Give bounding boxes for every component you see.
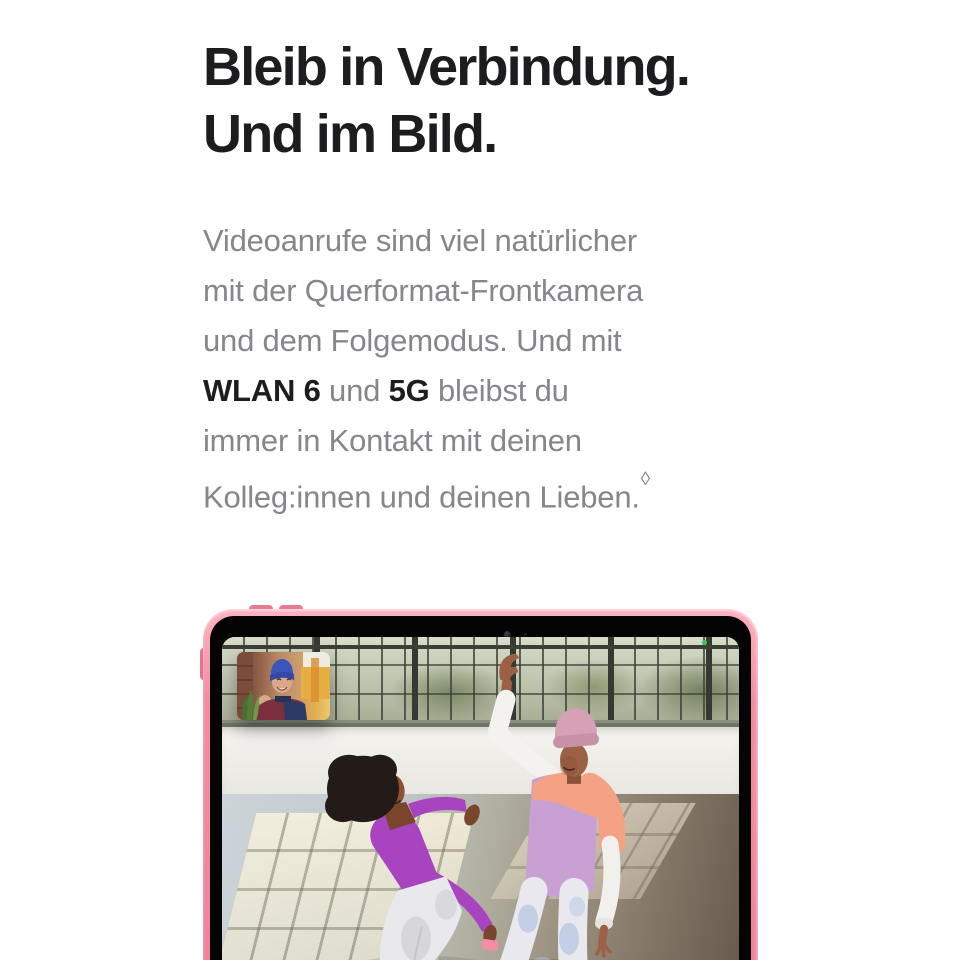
body-line-4 [203, 366, 760, 416]
section-stay-connected [203, 34, 760, 960]
highlight-wlan6: WLAN 6 [203, 373, 321, 408]
body-line-4-sep: und [320, 373, 389, 408]
body-line-2: mit der Querformat-Frontkamera [203, 273, 644, 308]
section-body-text [203, 216, 760, 522]
footnote-link[interactable]: ◊ [640, 469, 650, 490]
body-line-1: Videoanrufe sind viel natürlicher [203, 223, 637, 258]
body-line-5: immer in Kontakt mit deinen [203, 423, 582, 458]
body-line-6 [203, 466, 760, 522]
body-line-6-text: Kolleg:innen und deinen Lieben. [203, 479, 640, 515]
body-line-3: und dem Folgemodus. Und mit [203, 323, 622, 358]
dancer-woman [325, 755, 499, 960]
highlight-5g: 5G [388, 373, 430, 408]
dancer-man [497, 654, 613, 960]
section-headline [203, 34, 760, 168]
body-line-4-rest: bleibst du [429, 373, 569, 408]
headline-line-1: Bleib in Verbindung. [203, 37, 690, 97]
facetime-self-view [237, 652, 330, 720]
ipad-screen-facetime-scene [222, 637, 739, 960]
headline-line-2: Und im Bild. [203, 104, 497, 164]
ipad-product-image [203, 609, 758, 960]
ambient-sensor-icon [524, 633, 527, 636]
